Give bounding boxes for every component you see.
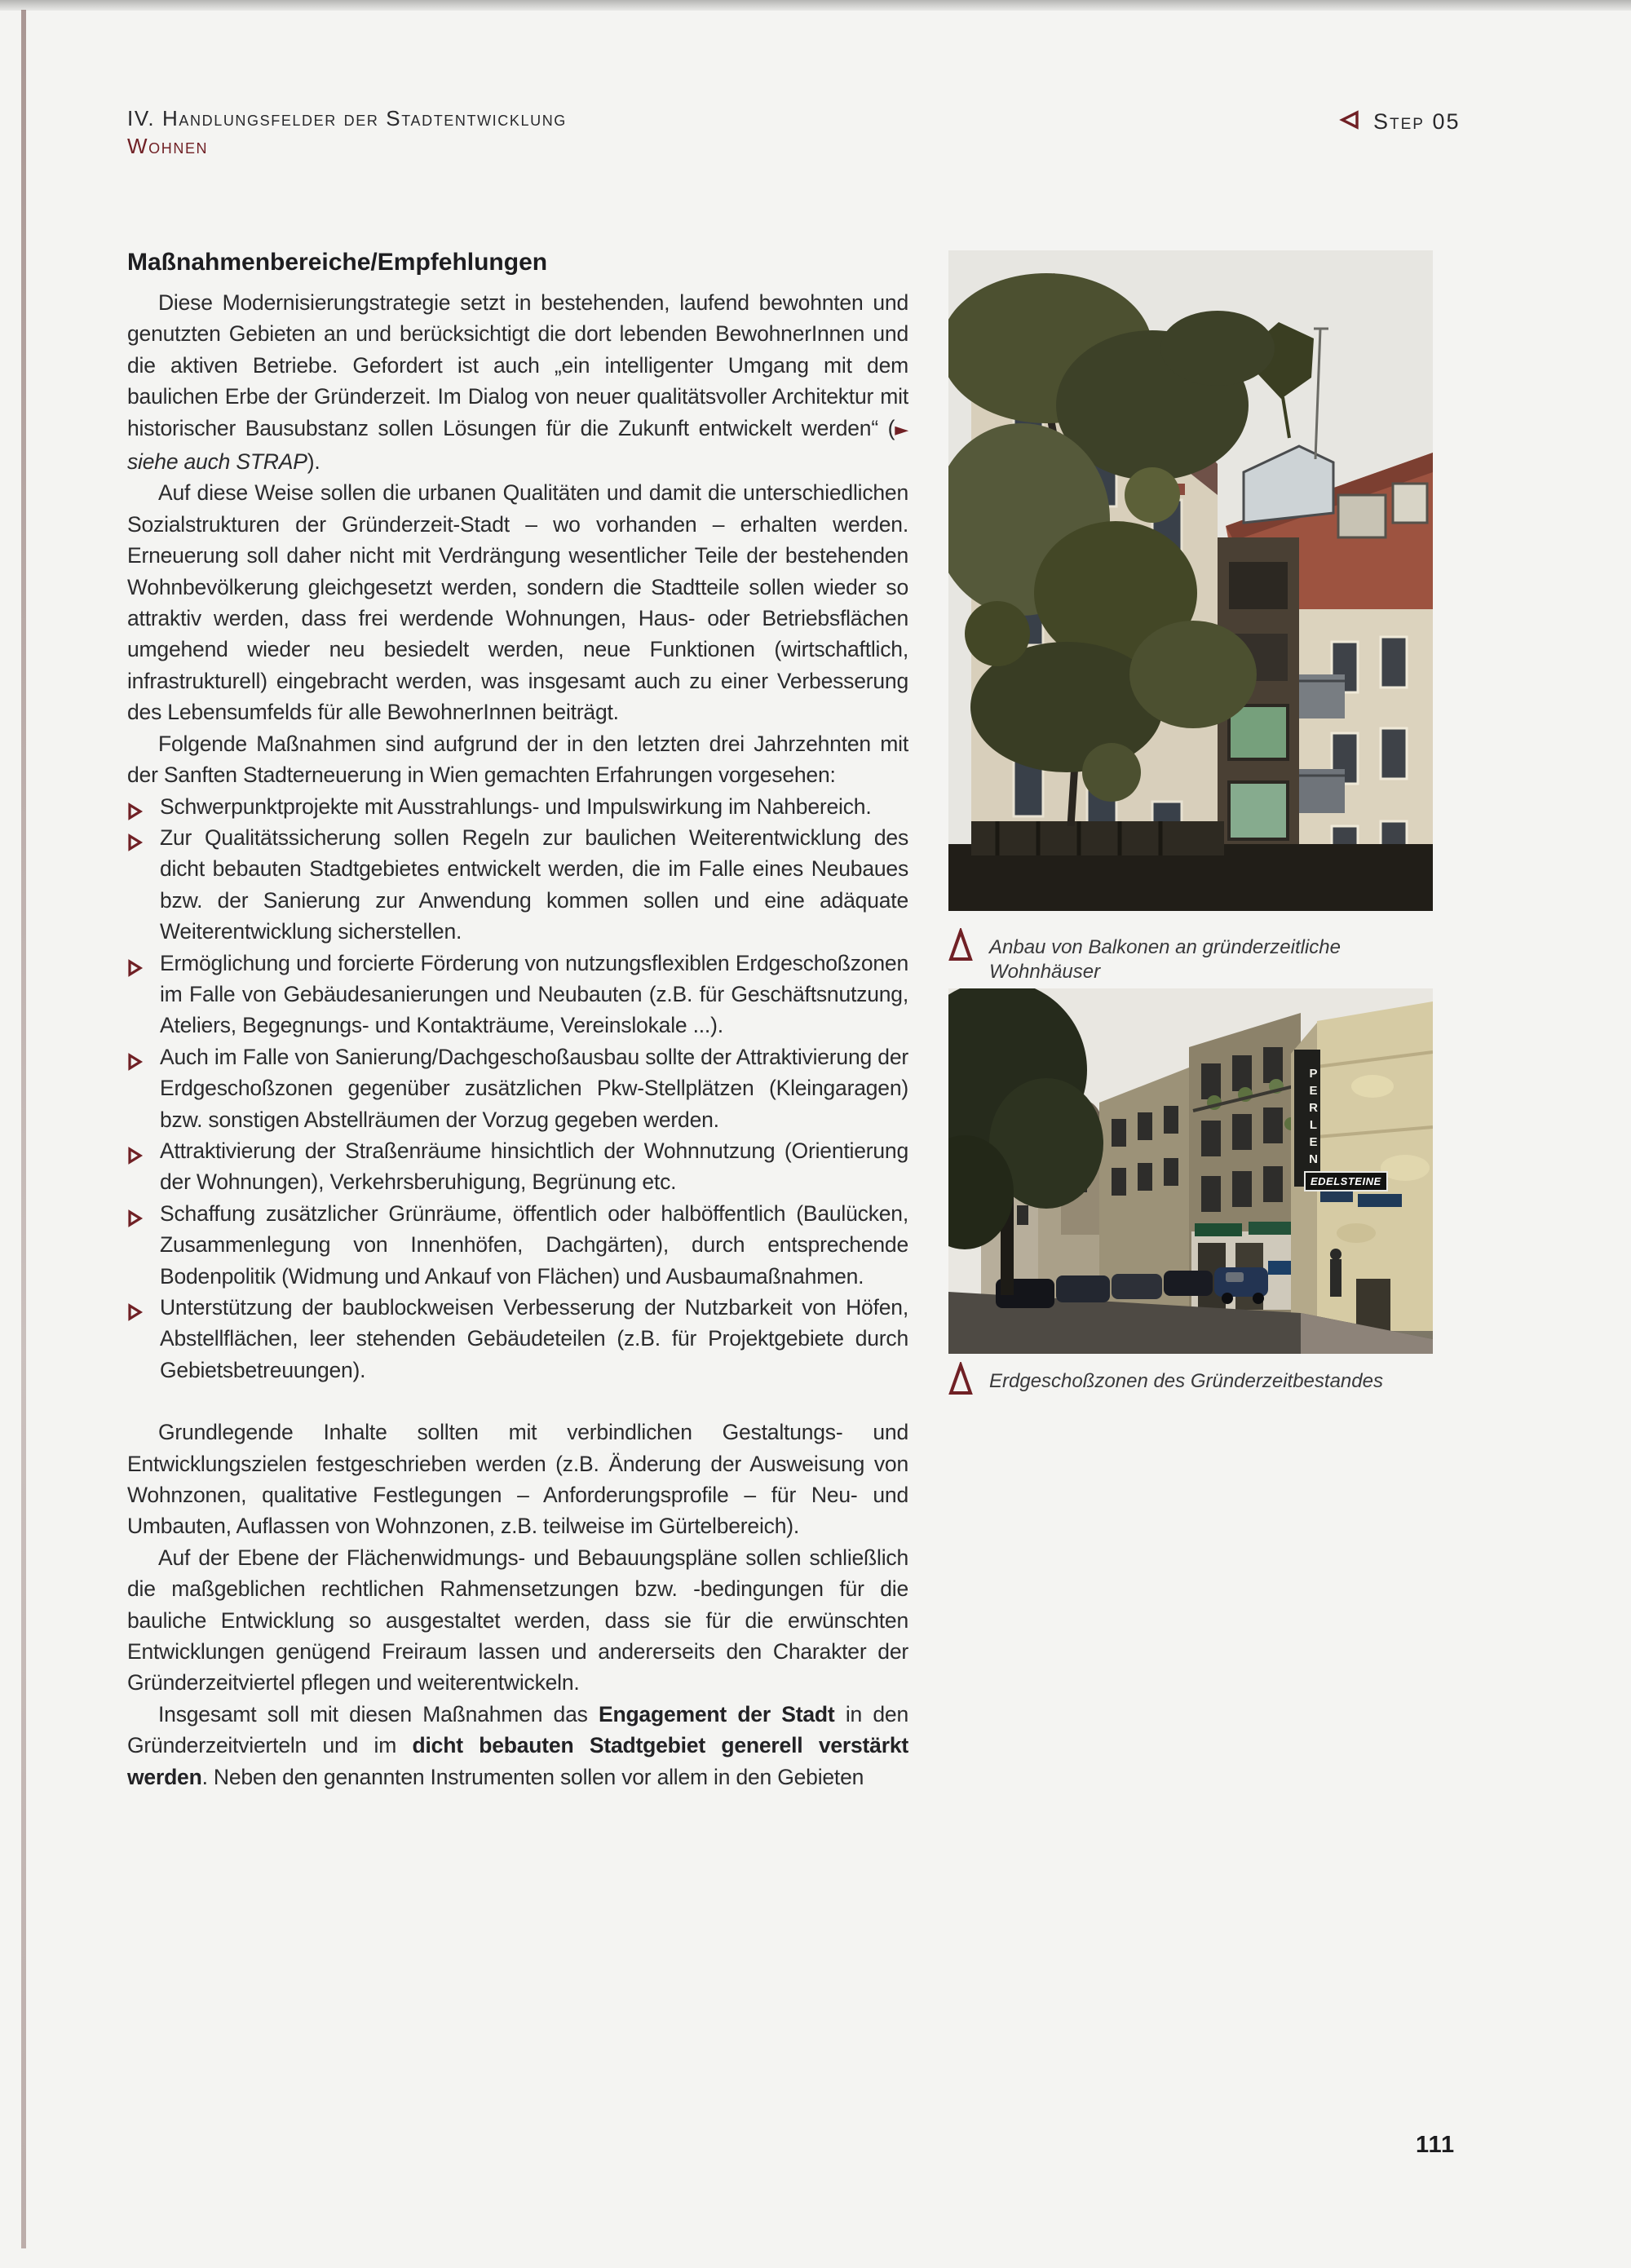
list-item-text: Schaffung zusätzlicher Grünräume, öffentlich oder halböffentlich (Baulücken, Zusammenlegung von Innenhöfen, Dachgärten), durch entsprechende Bodenpolitik (Widmung und Ankauf von Flächen) und Ausbaumaßnahmen.: [160, 1200, 908, 1289]
see-also-reference: siehe auch STRAP: [127, 449, 307, 475]
measures-list: [127, 791, 908, 1386]
paragraph-6: [127, 1699, 908, 1793]
paragraph-2: Auf diese Weise sollen die urbanen Qualitäten und damit die unterschiedlichen Sozialstrukturen der Gründerzeit-Stadt – wo vorhanden – erhalten werden. Erneuerung soll daher nicht mit Verdrängung wesentlicher Teile der bestehenden Wohnbevölkerung gleichgesetzt werden, sondern die Stadtteile sollen wieder so attraktiv werden, dass frei werdende Wohnungen, Haus- oder Betriebsflächen umgehend wieder neu besiedelt werden, neue Funktionen (wirtschaftlich, infrastrukturell) eingebracht werden, was insgesamt auch zu einer Verbesserung des Lebensumfelds für alle BewohnerInnen beiträgt.: [127, 480, 908, 725]
figure-caption: [948, 928, 1433, 984]
see-also-arrow-icon: ►: [895, 419, 908, 440]
caption-text: Anbau von Balkonen an gründerzeitliche Wohnhäuser: [989, 936, 1341, 983]
paragraph-1-close: ).: [307, 449, 320, 475]
paragraph-4: Grundlegende Inhalte sollten mit verbindlichen Gestaltungs- und Entwicklungszielen festgeschrieben werden (z.B. Änderung der Ausweisung von Wohnzonen, qualitative Festlegungen – Anforderungsprofile – für Neu- und Umbauten, Auflassen von Wohnzonen, z.B. teilweise im Gürtelbereich).: [127, 1420, 908, 1539]
figure-photo-street-groundfloor: [948, 988, 1433, 1354]
header-step-label: [1339, 109, 1461, 135]
page-number: 111: [1416, 2132, 1456, 2158]
paragraph-6-text: in den Gründerzeitvierteln und im: [127, 1701, 908, 1758]
article-title: Maßnahmenbereiche/Empfehlungen: [127, 249, 548, 276]
list-item: [127, 822, 908, 948]
paragraph-6-text: Insgesamt soll mit diesen Maßnahmen das: [158, 1701, 599, 1726]
list-item-text: Attraktivierung der Straßenräume hinsichtlich der Wohnnutzung (Orientierung der Wohnungen), Verkehrsberuhigung, Begrünung etc.: [160, 1138, 908, 1195]
step-label-text: Step 05: [1373, 109, 1461, 134]
list-item: [127, 1292, 908, 1386]
list-item-text: Unterstützung der baublockweisen Verbesserung der Nutzbarkeit von Höfen, Abstellflächen, leer stehenden Gebäudeteilen (z.B. für Projektgebiete durch Gebietsbetreuungen).: [160, 1295, 908, 1382]
courtyard-photo-illustration: [948, 250, 1433, 911]
list-item-text: Ermöglichung und forcierte Förderung von nutzungsflexiblen Erdgeschoßzonen im Falle von Gebäudesanierungen und Neubauten (z.B. für Geschäftsnutzung, Ateliers, Begegnungs- und Kontakträume, Vereinslokale ...).: [160, 950, 908, 1038]
bullet-triangle-icon: [127, 954, 144, 985]
paragraph-3: Folgende Maßnahmen sind aufgrund der in den letzten drei Jahrzehnten mit der Sanften Stadterneuerung in Wien gemachten Erfahrungen vorgesehen:: [127, 731, 908, 788]
list-item: [127, 1198, 908, 1292]
scan-edge-left: [21, 10, 26, 2248]
bullet-triangle-icon: [127, 1205, 144, 1236]
back-triangle-icon: [1339, 110, 1360, 134]
bullet-triangle-icon: [127, 829, 144, 860]
perlen-shop-sign: PERLEN: [1294, 1050, 1320, 1187]
paragraph-1: [127, 287, 908, 477]
article-column: [127, 245, 908, 1793]
list-item-text: Zur Qualitätssicherung sollen Regeln zur baulichen Weiterentwicklung des dicht bebauten Stadtgebietes entwickelt werden, die im Falle eines Neubaues bzw. der Sanierung zur Anwendung kommen sollen und eine adäquate Weiterentwicklung sicherstellen.: [160, 825, 908, 944]
list-item-text: Auch im Falle von Sanierung/Dachgeschoßausbau sollte der Attraktivierung der Erdgeschoßzonen gegenüber zusätzlichen Pkw-Stellplätzen (Kleingaragen) bzw. sonstigen Abstellräumen der Vorzug gegeben werden.: [160, 1044, 908, 1132]
bold-phrase: Engagement der Stadt: [598, 1701, 835, 1726]
caption-text: Erdgeschoßzonen des Gründerzeitbestandes: [989, 1370, 1383, 1392]
header-section-title: IV. Handlungsfelder der Stadtentwicklung: [127, 106, 567, 130]
list-item: [127, 1135, 908, 1198]
paragraph-6-text: . Neben den genannten Instrumenten sollen vor allem in den Gebieten: [201, 1764, 864, 1789]
paragraph-5: Auf der Ebene der Flächenwidmungs- und Bebauungspläne sollen schließlich die maßgeblichen rechtlichen Rahmensetzungen bzw. -bedingungen für die bauliche Entwicklung so ausgestaltet werden, dass sie für die erwünschten Entwicklungen genügend Freiraum lassen und andererseits den Charakter der Gründerzeitviertel pflegen und weiterentwickeln.: [127, 1545, 908, 1695]
figure-caption: [948, 1362, 1433, 1400]
scan-edge-top: [0, 0, 1631, 11]
list-item: [127, 948, 908, 1041]
figure-photo-courtyard-balconies: [948, 250, 1433, 911]
bold-phrase: dicht bebauten Stadtgebiet generell verstärkt werden: [127, 1733, 908, 1789]
list-item: [127, 791, 908, 822]
paragraph-1-text: Diese Modernisierungstrategie setzt in bestehenden, laufend bewohnten und genutzten Gebieten an und berücksichtigt die dort lebenden BewohnerInnen und die aktiven Betriebe. Gefordert ist auch „ein intelligenter Umgang mit dem baulichen Erbe der Gründerzeit. Im Dialog von neuer qualitätsvoller Architektur mit historischer Bausubstanz sollen Lösungen für die Zukunft entwickelt werden“ (: [127, 290, 908, 440]
list-item: [127, 1041, 908, 1135]
running-header: [127, 104, 567, 160]
header-chapter-title: Wohnen: [127, 134, 209, 158]
list-item-text: Schwerpunktprojekte mit Ausstrahlungs- und Impulswirkung im Nahbereich.: [160, 794, 872, 819]
caption-triangle-icon: [948, 1362, 973, 1400]
bullet-triangle-icon: [127, 1298, 144, 1329]
bullet-triangle-icon: [127, 1048, 144, 1079]
bullet-triangle-icon: [127, 1142, 144, 1173]
edelsteine-shop-sign: EDELSTEINE: [1304, 1171, 1388, 1191]
caption-triangle-icon: [948, 928, 973, 966]
